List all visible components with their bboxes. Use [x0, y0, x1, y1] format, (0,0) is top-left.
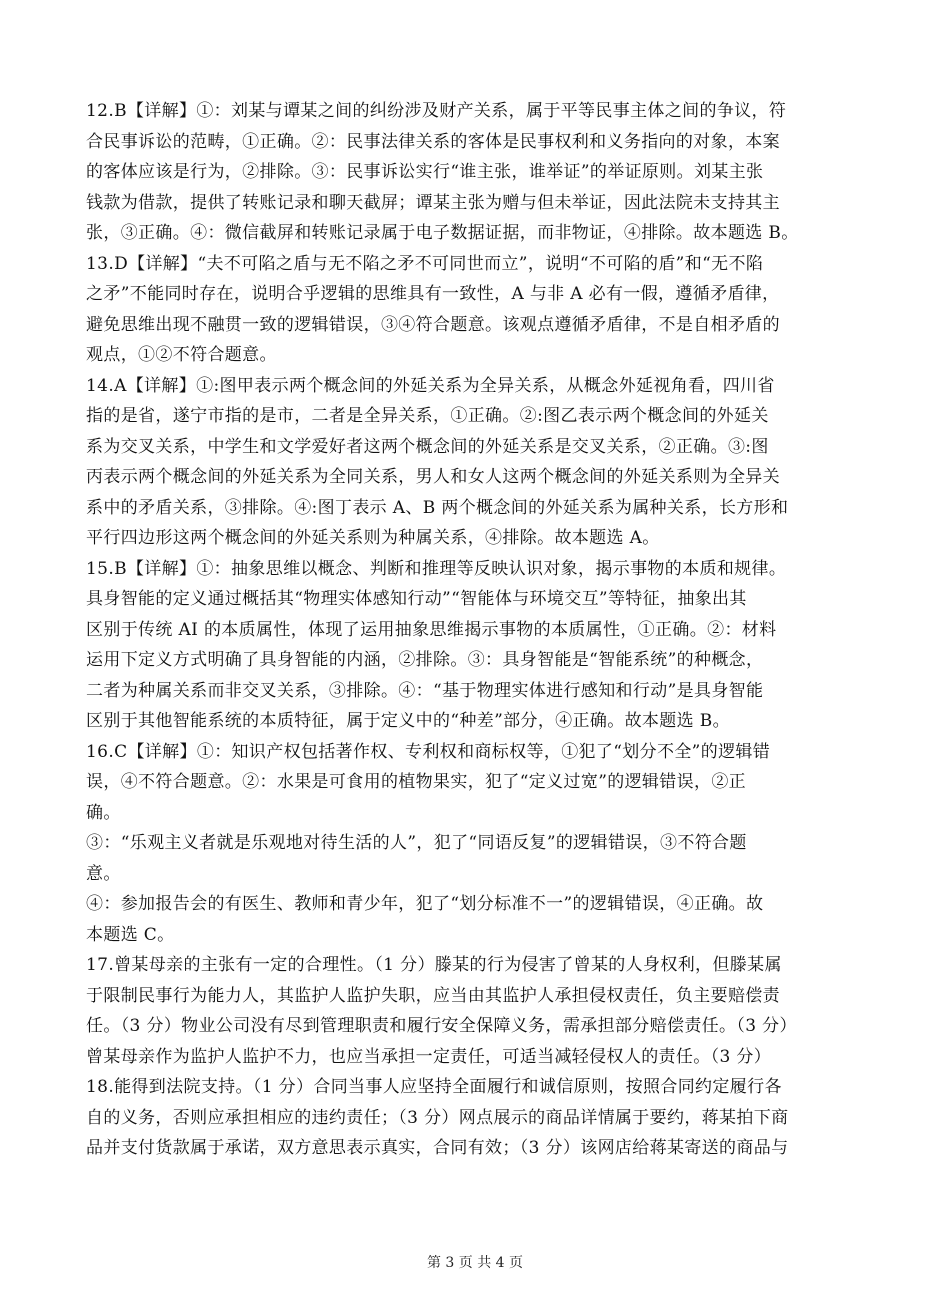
text-line: 的客体应该是行为，②排除。③：民事诉讼实行“谁主张，谁举证”的举证原则。刘某主张	[86, 162, 764, 182]
text-line: 张，③正确。④：微信截屏和转账记录属于电子数据证据，而非物证，④排除。故本题选 B。	[86, 223, 799, 243]
text-line: 16.C【详解】①：知识产权包括著作权、专利权和商标权等，①犯了“划分不全”的逻辑错	[86, 741, 771, 762]
text-line: 系为交叉关系，中学生和文学爱好者这两个概念间的外延关系是交叉关系，②正确。③:图	[86, 436, 769, 457]
text-line: 15.B【详解】①：抽象思维以概念、判断和推理等反映认识对象，揭示事物的本质和规律。	[86, 558, 787, 579]
text-line: 具身智能的定义通过概括其“物理实体感知行动”“智能体与环境交互”等特征，抽象出其	[86, 589, 747, 609]
text-line: 指的是省，遂宁市指的是市，二者是全异关系，①正确。②:图乙表示两个概念间的外延关	[86, 406, 769, 426]
text-line: 17.曾某母亲的主张有一定的合理性。（1 分）滕某的行为侵害了曾某的人身权利，但滕某属	[86, 955, 782, 975]
text-line: 18.能得到法院支持。（1 分）合同当事人应坚持全面履行和诚信原则，按照合同约定履行各	[86, 1077, 782, 1097]
text-line: 13.D【详解】“夫不可陷之盾与无不陷之矛不可同世而立”，说明“不可陷的盾”和“无不陷	[86, 253, 764, 274]
text-line: 避免思维出现不融贯一致的逻辑错误，③④符合题意。该观点遵循矛盾律，不是自相矛盾的	[86, 314, 780, 335]
text-line: 确。	[86, 802, 121, 823]
text-line: 意。	[86, 863, 121, 884]
text-line: 区别于传统 AI 的本质属性，体现了运用抽象思维揭示事物的本质属性，①正确。②：材料	[86, 619, 777, 640]
text-line: 曾某母亲作为监护人监护不力，也应当承担一定责任，可适当减轻侵权人的责任。（3 分）	[86, 1046, 772, 1067]
text-line: 观点，①②不符合题意。	[86, 345, 277, 365]
text-line: 二者为种属关系而非交叉关系，③排除。④：“基于物理实体进行感知和行动”是具身智能	[86, 680, 764, 701]
text-line: 于限制民事行为能力人，其监护人监护失职，应当由其监护人承担侵权责任，负主要赔偿责	[86, 985, 780, 1006]
page-number-footer: 第 3 页 共 4 页	[426, 1255, 524, 1271]
text-line: 钱款为借款，提供了转账记录和聊天截屏；谭某主张为赠与但未举证，因此法院未支持其主	[86, 192, 780, 213]
answer-text-body	[86, 96, 870, 1164]
text-line: 运用下定义方式明确了具身智能的内涵，②排除。③：具身智能是“智能系统”的种概念，	[86, 650, 764, 670]
text-line: 丙表示两个概念间的外延关系为全同关系，男人和女人这两个概念间的外延关系则为全异关	[86, 467, 780, 487]
text-line: 之矛”不能同时存在，说明合乎逻辑的思维具有一致性，A 与非 A 必有一假，遵循矛盾律，	[86, 284, 780, 304]
text-line: 误，④不符合题意。②：水果是可食用的植物果实，犯了“定义过宽”的逻辑错误，②正	[86, 772, 747, 792]
text-line: 14.A【详解】①:图甲表示两个概念间的外延关系为全异关系，从概念外延视角看，四川省	[86, 375, 775, 396]
text-line: 自的义务，否则应承担相应的违约责任；（3 分）网点展示的商品详情属于要约，蒋某拍下商	[86, 1107, 789, 1128]
text-line: 本题选 C。	[86, 924, 175, 945]
text-line: 品并支付货款属于承诺，双方意思表示真实，合同有效；（3 分）该网店给蒋某寄送的商品与	[86, 1138, 789, 1158]
text-line: 12.B【详解】①：刘某与谭某之间的纠纷涉及财产关系，属于平等民事主体之间的争议，符	[86, 101, 787, 121]
text-line: ④：参加报告会的有医生、教师和青少年，犯了“划分标准不一”的逻辑错误，④正确。故	[86, 894, 764, 914]
text-line: 合民事诉讼的范畴，①正确。②：民事法律关系的客体是民事权利和义务指向的对象，本案	[86, 131, 780, 152]
text-line: ③：“乐观主义者就是乐观地对待生活的人”，犯了“同语反复”的逻辑错误，③不符合题	[86, 833, 747, 853]
text-line: 任。（3 分）物业公司没有尽到管理职责和履行安全保障义务，需承担部分赔偿责任。（3 分）	[86, 1016, 797, 1036]
text-line: 平行四边形这两个概念间的外延关系则为种属关系，④排除。故本题选 A。	[86, 528, 660, 548]
text-line: 系中的矛盾关系，③排除。④:图丁表示 A、B 两个概念间的外延关系为属种关系，长方形和	[86, 497, 789, 518]
text-line: 区别于其他智能系统的本质特征，属于定义中的“种差”部分，④正确。故本题选 B。	[86, 711, 730, 731]
